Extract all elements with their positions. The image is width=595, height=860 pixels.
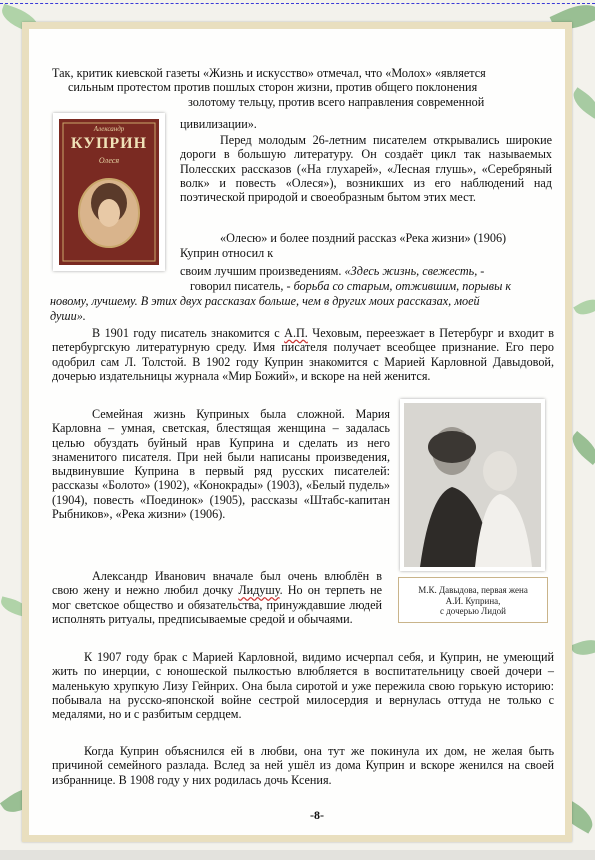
book-author: Александр bbox=[93, 125, 125, 133]
paragraph: Перед молодым 26-летним писателем открывались широкие дороги в большую литературу. Он создаёт цикл так называемых Полесских рассказов («На глухарей», «Лесная глушь», «Серебряный волк» и повесть «Олеся»), возникших из его наблюдений над поэтической природой и своеобразным бытом этих мест. bbox=[180, 133, 552, 205]
davydova-photo bbox=[400, 399, 545, 571]
book-title: Олеся bbox=[98, 156, 120, 165]
text-plain: Александр Иванович вначале был очень влюблён в свою жену и нежно любил дочку bbox=[52, 569, 382, 598]
text-quote: новому, лучшему. В этих двух рассказах больше, чем в других моих рассказах, моей bbox=[50, 294, 480, 308]
page-number: -8- bbox=[310, 808, 324, 822]
paragraph-line bbox=[180, 264, 554, 278]
paragraph-line: Куприн относил к bbox=[180, 246, 274, 260]
intro-line: Так, критик киевской газеты «Жизнь и искусство» отмечал, что «Молох» «является bbox=[52, 66, 486, 80]
paragraph-line: «Олесю» и более поздний рассказ «Река жизни» (1906) bbox=[220, 231, 507, 245]
paragraph-line bbox=[50, 294, 480, 308]
intro-line: сильным протестом против пошлых сторон жизни, против общего поклонения bbox=[68, 80, 478, 94]
paragraph bbox=[52, 326, 554, 383]
paragraph bbox=[52, 569, 382, 626]
caption-line: с дочерью Лидой bbox=[439, 606, 506, 616]
paragraph: Когда Куприн объяснился ей в любви, она тут же покинула их дом, не желая быть причиной семейного разлада. Вслед за ней ушёл из дома Куприн и вскоре женился на своей избраннице. В 1908 году у них родилась дочь Ксения. bbox=[52, 744, 554, 787]
book-cover-image bbox=[53, 113, 165, 271]
paragraph: Семейная жизнь Куприных была сложной. Мария Карловна – умная, светская, блестящая женщина – задалась целью обуздать буйный нрав Куприна и сделать из него знаменитого писателя. При ней были написаны произведения, выдвинувшие Куприна в первый ряд русских писателей: рассказы «Болото» (1902), «Конокрады» (1903), «Белый пудель» (1904), повесть «Поединок» (1905), рассказы «Штабс-капитан Рыбников», «Река жизни» (1906). bbox=[52, 407, 390, 522]
book-surname: КУПРИН bbox=[70, 135, 148, 152]
photo-caption bbox=[398, 577, 548, 623]
caption-line: А.И. Куприна, bbox=[445, 595, 501, 606]
text-quote: «Здесь жизнь, свежесть, - bbox=[344, 264, 485, 278]
text-plain: своим лучшим произведениям. bbox=[180, 264, 345, 278]
text-underlined: Лидушу bbox=[238, 583, 280, 598]
intro-line: золотому тельцу, против всего направления современной bbox=[188, 95, 485, 109]
top-dashed-border bbox=[0, 3, 595, 4]
text-quote: души». bbox=[50, 309, 86, 323]
paragraph-line bbox=[190, 279, 511, 293]
caption-line: М.К. Давыдова, первая жена bbox=[418, 585, 528, 595]
intro-line: цивилизации». bbox=[180, 117, 257, 131]
text-plain: . Но он терпеть не мог светское общество и обязательства, принуждавшие людей исполнять ритуалы, предписываемые средой и обычаями. bbox=[52, 583, 382, 626]
text-plain: В 1901 году писатель знакомится с bbox=[92, 326, 285, 340]
bottom-scroll-bar bbox=[0, 850, 595, 860]
text-plain: говорил писатель, - bbox=[190, 279, 294, 293]
leaf-decoration bbox=[568, 87, 595, 118]
text-plain: Чеховым, переезжает в Петербург и входит в петербургскую литературную среду. Имя писателя получает всеобщее признание. Его перо одобрил сам Л. Толстой. В 1902 году Куприн знакомится с Марией Карловной Давыдовой, дочерью издательницы журнала «Мир Божий», и вскоре на ней женится. bbox=[52, 326, 554, 383]
portrait-photo-icon bbox=[400, 399, 545, 571]
leaf-decoration bbox=[573, 294, 595, 319]
paragraph: К 1907 году брак с Марией Карловной, видимо исчерпал себя, и Куприн, не умеющий жить по инерции, с юношеской пылкостью влюбляется в воспитательницу своей дочери – маленькую хрупкую Лизу Гейнрих. Она была сиротой и уже пережила свою горькую историю: побывала на русско-японской войне сестрой милосердия и вернулась оттуда не только с медалями, но и с разбитым сердцем. bbox=[52, 650, 554, 722]
paragraph-line bbox=[50, 309, 86, 323]
text-underlined: А.П. bbox=[284, 326, 308, 340]
leaf-decoration bbox=[570, 635, 595, 659]
text-quote: борьба со старым, отжившим, порывы к bbox=[293, 279, 512, 293]
